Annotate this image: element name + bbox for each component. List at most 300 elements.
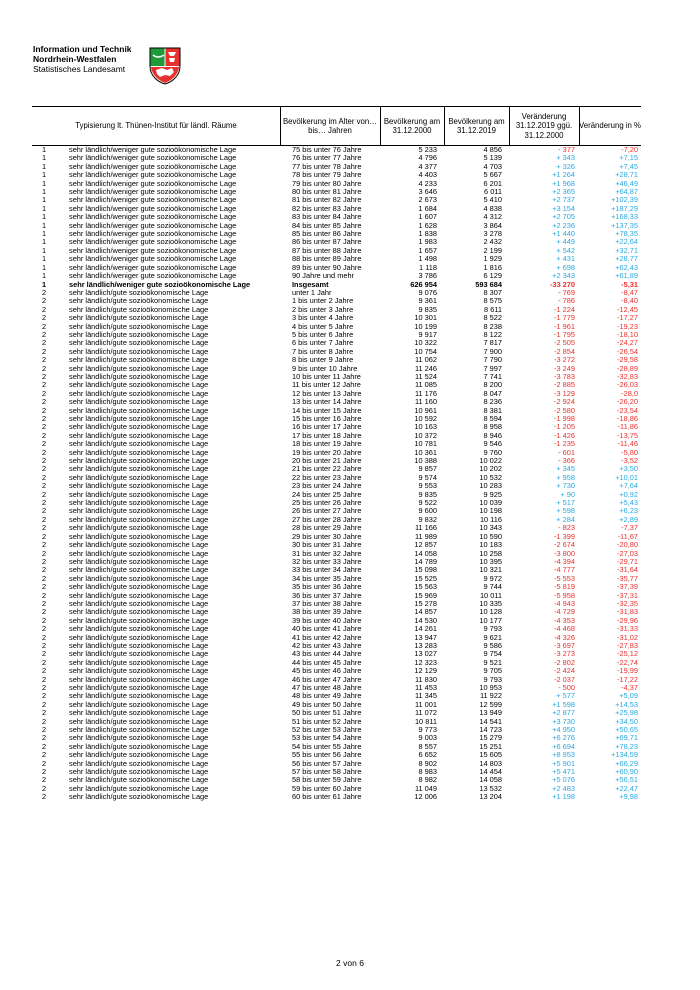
cell-label: sehr ländlich/gute sozioökonomische Lage [69, 430, 209, 440]
cell-change-abs: + 345 [556, 464, 575, 474]
cell-change-abs: +6 694 [552, 741, 575, 751]
cell-label: sehr ländlich/gute sozioökonomische Lage [69, 489, 209, 499]
cell-pop-2000: 8 982 [418, 775, 437, 785]
cell-typ: 2 [42, 531, 47, 541]
cell-label: sehr ländlich/gute sozioökonomische Lage [69, 346, 209, 356]
cell-typ: 2 [42, 649, 47, 659]
cell-label: sehr ländlich/gute sozioökonomische Lage [69, 380, 209, 390]
cell-label: sehr ländlich/gute sozioökonomische Lage [69, 414, 209, 423]
header-change-abs: Veränderung 31.12.2019 ggü. 31.12.2000 [515, 111, 573, 140]
cell-change-abs: - 377 [558, 145, 575, 154]
cell-change-pct: -8,47 [621, 287, 638, 297]
cell-pop-2000: 1 118 [419, 262, 437, 272]
cell-label: sehr ländlich/weniger gute sozioökonomische Lage [69, 237, 237, 247]
cell-change-pct: +25,98 [615, 708, 638, 718]
cell-typ: 2 [42, 666, 47, 676]
cell-typ: 2 [42, 439, 47, 449]
cell-change-abs: -1 224 [554, 304, 575, 314]
cell-typ: 2 [42, 767, 47, 777]
cell-change-abs: + 730 [556, 481, 575, 491]
cell-change-pct: +5,09 [619, 691, 638, 701]
cell-pop-2019: 9 744 [483, 582, 502, 592]
cell-pop-2000: 10 163 [414, 422, 437, 432]
cell-typ: 2 [42, 447, 47, 457]
cell-change-pct: -11,86 [617, 422, 638, 432]
cell-change-abs: -2 854 [554, 346, 575, 356]
cell-label: sehr ländlich/gute sozioökonomische Lage [69, 657, 209, 667]
cell-label: sehr ländlich/gute sozioökonomische Lage [69, 498, 209, 508]
cell-change-abs: -3 800 [554, 548, 575, 558]
cell-change-pct: +62,43 [615, 262, 638, 272]
cell-pop-2000: 5 233 [418, 145, 437, 154]
cell-pop-2000: 14 857 [414, 607, 437, 617]
cell-typ: 2 [42, 422, 47, 432]
cell-age: 78 bis unter 79 Jahre [292, 170, 362, 180]
cell-pop-2019: 10 011 [479, 590, 502, 600]
cell-change-abs: -3 273 [554, 649, 575, 659]
cell-typ: 2 [42, 725, 47, 735]
cell-age: 87 bis unter 88 Jahre [292, 245, 362, 255]
cell-pop-2019: 7 741 [483, 371, 502, 381]
cell-age: 5 bis unter 6 Jahre [292, 329, 354, 339]
cell-label: sehr ländlich/gute sozioökonomische Lage [69, 388, 209, 398]
cell-pop-2000: 9 917 [418, 329, 437, 339]
cell-pop-2000: 10 199 [414, 321, 437, 331]
cell-change-abs: -4 394 [554, 556, 575, 566]
cell-change-abs: +4 950 [552, 725, 575, 735]
cell-change-abs: -3 783 [554, 371, 575, 381]
cell-pop-2019: 5 139 [483, 153, 502, 163]
cell-typ: 2 [42, 691, 47, 701]
cell-pop-2000: 8 983 [418, 767, 437, 777]
cell-change-pct: -28,89 [617, 363, 638, 373]
cell-change-pct: +7,15 [619, 153, 638, 163]
cell-label: sehr ländlich/gute sozioökonomische Lage [69, 767, 209, 777]
cell-typ: 1 [42, 237, 47, 247]
cell-pop-2000: 12 129 [414, 666, 437, 676]
cell-pop-2019: 6 129 [483, 271, 502, 281]
cell-label: sehr ländlich/weniger gute sozioökonomische Lage [69, 203, 237, 213]
cell-age: 84 bis unter 85 Jahre [292, 220, 362, 230]
cell-change-abs: +1 968 [552, 178, 575, 188]
cell-pop-2019: 12 599 [479, 699, 502, 709]
cell-pop-2000: 4 377 [418, 161, 437, 171]
cell-pop-2019: 6 011 [484, 187, 502, 197]
cell-typ: 1 [42, 271, 47, 281]
cell-age: 9 bis unter 10 Jahre [292, 363, 358, 373]
cell-label: sehr ländlich/gute sozioökonomische Lage [69, 506, 209, 516]
cell-age: 25 bis unter 26 Jahre [292, 498, 362, 508]
cell-pop-2019: 15 251 [479, 741, 502, 751]
cell-pop-2019: 14 723 [479, 725, 502, 735]
cell-typ: 2 [42, 615, 47, 625]
cell-change-pct: -13,75 [617, 430, 638, 440]
cell-typ: 2 [42, 750, 47, 760]
cell-change-pct: -18,86 [617, 414, 638, 423]
cell-label: sehr ländlich/weniger gute sozioökonomische Lage [69, 212, 237, 222]
cell-change-abs: -2 924 [554, 397, 575, 407]
cell-change-pct: +22,64 [615, 237, 638, 247]
cell-label: sehr ländlich/gute sozioökonomische Lage [69, 783, 209, 793]
cell-typ: 2 [42, 456, 47, 466]
cell-pop-2000: 9 773 [418, 725, 437, 735]
cell-change-pct: -37,31 [617, 590, 638, 600]
cell-label: sehr ländlich/weniger gute sozioökonomische Lage [69, 229, 237, 239]
cell-age: unter 1 Jahr [292, 287, 332, 297]
cell-age: 51 bis unter 52 Jahre [292, 716, 362, 726]
cell-pop-2019: 10 335 [479, 598, 502, 608]
cell-typ: 2 [42, 498, 47, 508]
cell-age: 31 bis unter 32 Jahre [292, 548, 362, 558]
cell-change-pct: +0,92 [619, 489, 638, 499]
cell-change-pct: -32,83 [617, 371, 638, 381]
cell-pop-2000: 12 006 [414, 792, 437, 802]
cell-age: 54 bis unter 55 Jahre [292, 741, 362, 751]
cell-label: sehr ländlich/gute sozioökonomische Lage [69, 750, 209, 760]
cell-change-abs: -2 505 [554, 338, 575, 348]
cell-age: 43 bis unter 44 Jahre [292, 649, 362, 659]
cell-change-abs: -2 802 [554, 657, 575, 667]
cell-change-pct: -28,0 [621, 388, 638, 398]
cell-typ: 2 [42, 346, 47, 356]
cell-pop-2000: 11 989 [414, 531, 437, 541]
cell-change-pct: -23,54 [617, 405, 638, 415]
table-header [32, 106, 641, 146]
cell-change-abs: +1 440 [552, 229, 575, 239]
cell-change-pct: +187,29 [611, 203, 638, 213]
cell-pop-2000: 1 983 [418, 237, 437, 247]
cell-age: 37 bis unter 38 Jahre [292, 598, 362, 608]
cell-pop-2000: 1 684 [418, 203, 437, 213]
cell-pop-2000: 10 388 [414, 456, 437, 466]
cell-change-abs: -4 729 [554, 607, 575, 617]
cell-change-abs: -1 795 [554, 329, 575, 339]
cell-change-abs: +8 953 [552, 750, 575, 760]
cell-change-abs: -33 270 [549, 279, 575, 289]
cell-change-pct: -37,39 [617, 582, 638, 592]
cell-change-pct: +46,49 [615, 178, 638, 188]
cell-pop-2000: 15 278 [414, 598, 437, 608]
cell-label: sehr ländlich/gute sozioökonomische Lage [69, 624, 209, 634]
cell-change-pct: -31,02 [617, 632, 638, 642]
cell-pop-2000: 11 246 [414, 363, 437, 373]
cell-age: 46 bis unter 47 Jahre [292, 674, 362, 684]
cell-age: 10 bis unter 11 Jahre [292, 371, 361, 381]
cell-change-abs: - 366 [558, 456, 575, 466]
cell-pop-2000: 11 830 [414, 674, 437, 684]
cell-age: 44 bis unter 45 Jahre [292, 657, 362, 667]
cell-age: 52 bis unter 53 Jahre [292, 725, 362, 735]
cell-pop-2019: 9 546 [483, 439, 502, 449]
cell-change-pct: +7,45 [619, 161, 638, 171]
cell-age: 21 bis unter 22 Jahre [292, 464, 362, 474]
cell-typ: 2 [42, 733, 47, 743]
cell-age: 49 bis unter 50 Jahre [292, 699, 362, 709]
cell-change-pct: -11,46 [617, 439, 638, 449]
cell-change-abs: -2 580 [554, 405, 575, 415]
cell-pop-2000: 9 600 [418, 506, 437, 516]
cell-change-abs: - 769 [558, 287, 575, 297]
cell-change-pct: +78,35 [615, 229, 638, 239]
cell-pop-2000: 11 524 [414, 371, 437, 381]
cell-label: sehr ländlich/gute sozioökonomische Lage [69, 582, 209, 592]
cell-pop-2019: 14 058 [479, 775, 502, 785]
cell-change-pct: +102,39 [611, 195, 638, 205]
header-typisierung: Typisierung lt. Thünen-Institut für ländl. Räume [75, 121, 237, 131]
cell-pop-2000: 11 166 [414, 523, 437, 533]
cell-label: sehr ländlich/gute sozioökonomische Lage [69, 758, 209, 768]
cell-typ: 2 [42, 674, 47, 684]
cell-pop-2019: 9 925 [483, 489, 502, 499]
cell-pop-2019: 8 575 [483, 296, 502, 306]
cell-label: sehr ländlich/gute sozioökonomische Lage [69, 313, 209, 323]
cell-change-abs: + 343 [556, 153, 575, 163]
cell-pop-2000: 8 557 [418, 741, 437, 751]
cell-label: sehr ländlich/weniger gute sozioökonomische Lage [69, 161, 237, 171]
cell-change-pct: +66,29 [615, 758, 638, 768]
header-change-pct: Veränderung in % [579, 121, 641, 131]
cell-age: 17 bis unter 18 Jahre [292, 430, 362, 440]
cell-change-abs: +5 471 [552, 767, 575, 777]
cell-pop-2000: 10 961 [414, 405, 437, 415]
cell-change-abs: +2 236 [552, 220, 575, 230]
cell-change-pct: -7,37 [621, 523, 638, 533]
cell-age: 53 bis unter 54 Jahre [292, 733, 362, 743]
cell-pop-2019: 15 605 [479, 750, 502, 760]
header-pop-2000: Bevölkerung am 31.12.2000 [383, 116, 441, 135]
cell-change-pct: -19,99 [617, 666, 638, 676]
cell-pop-2019: 8 238 [483, 321, 502, 331]
cell-change-abs: -1 998 [554, 414, 575, 423]
cell-pop-2019: 14 541 [479, 716, 502, 726]
cell-typ: 2 [42, 582, 47, 592]
cell-pop-2019: 3 278 [483, 229, 502, 239]
cell-typ: 2 [42, 598, 47, 608]
cell-pop-2019: 15 279 [479, 733, 502, 743]
cell-change-abs: -2 424 [554, 666, 575, 676]
cell-change-abs: -4 943 [554, 598, 575, 608]
cell-pop-2019: 10 039 [479, 498, 502, 508]
cell-age: 85 bis unter 86 Jahre [292, 229, 362, 239]
cell-change-pct: -26,03 [617, 380, 638, 390]
cell-pop-2019: 10 198 [479, 506, 502, 516]
cell-pop-2000: 1 607 [418, 212, 437, 222]
cell-age: 14 bis unter 15 Jahre [292, 405, 362, 415]
cell-typ: 2 [42, 708, 47, 718]
cell-pop-2019: 5 410 [483, 195, 502, 205]
cell-typ: 1 [42, 212, 47, 222]
cell-pop-2000: 1 838 [418, 229, 437, 239]
cell-change-abs: +2 737 [552, 195, 575, 205]
cell-label: sehr ländlich/gute sozioökonomische Lage [69, 514, 209, 524]
cell-pop-2019: 10 258 [479, 548, 502, 558]
cell-pop-2000: 11 049 [414, 783, 437, 793]
cell-age: 60 bis unter 61 Jahre [292, 792, 362, 802]
cell-typ: 2 [42, 556, 47, 566]
cell-change-pct: +14,53 [615, 699, 638, 709]
cell-age: 20 bis unter 21 Jahre [292, 456, 362, 466]
cell-label: sehr ländlich/gute sozioökonomische Lage [69, 338, 209, 348]
cell-change-pct: +28,77 [615, 254, 638, 264]
cell-typ: 2 [42, 313, 47, 323]
cell-change-pct: -29,96 [617, 615, 638, 625]
cell-typ: 2 [42, 414, 47, 423]
cell-typ: 2 [42, 775, 47, 785]
cell-typ: 2 [42, 607, 47, 617]
cell-typ: 1 [42, 161, 47, 171]
cell-label: sehr ländlich/gute sozioökonomische Lage [69, 556, 209, 566]
cell-typ: 2 [42, 783, 47, 793]
cell-label: sehr ländlich/gute sozioökonomische Lage [69, 371, 209, 381]
cell-label: sehr ländlich/gute sozioökonomische Lage [69, 405, 209, 415]
cell-change-pct: -18,10 [617, 329, 638, 339]
cell-age: 32 bis unter 33 Jahre [292, 556, 362, 566]
cell-change-pct: -27,03 [617, 548, 638, 558]
cell-label: sehr ländlich/gute sozioökonomische Lage [69, 674, 209, 684]
cell-label: sehr ländlich/weniger gute sozioökonomische Lage [69, 254, 237, 264]
cell-age: 76 bis unter 77 Jahre [292, 153, 362, 163]
cell-change-pct: -35,77 [617, 573, 638, 583]
cell-label: sehr ländlich/gute sozioökonomische Lage [69, 296, 209, 306]
cell-label: sehr ländlich/gute sozioökonomische Lage [69, 733, 209, 743]
cell-change-abs: -5 819 [554, 582, 575, 592]
cell-label: sehr ländlich/gute sozioökonomische Lage [69, 640, 209, 650]
cell-change-pct: -17,27 [617, 313, 638, 323]
cell-age: 28 bis unter 29 Jahre [292, 523, 362, 533]
cell-change-pct: -12,45 [617, 304, 638, 314]
cell-age: 6 bis unter 7 Jahre [292, 338, 354, 348]
cell-pop-2019: 3 864 [483, 220, 502, 230]
cell-change-pct: -22,74 [617, 657, 638, 667]
cell-change-pct: +64,87 [615, 187, 638, 197]
cell-pop-2000: 6 652 [418, 750, 437, 760]
cell-change-pct: +60,90 [615, 767, 638, 777]
cell-age: 75 bis unter 76 Jahre [292, 145, 362, 154]
cell-pop-2000: 9 574 [418, 472, 437, 482]
cell-typ: 2 [42, 380, 47, 390]
cell-pop-2019: 4 856 [483, 145, 502, 154]
cell-pop-2000: 15 969 [414, 590, 437, 600]
cell-pop-2000: 10 811 [414, 716, 437, 726]
cell-change-abs: +2 877 [552, 708, 575, 718]
cell-label: sehr ländlich/weniger gute sozioökonomische Lage [69, 187, 237, 197]
cell-pop-2000: 10 361 [414, 447, 437, 457]
cell-pop-2000: 12 857 [414, 540, 437, 550]
cell-change-abs: - 500 [558, 683, 575, 692]
cell-pop-2019: 9 793 [483, 674, 502, 684]
cell-pop-2000: 1 498 [418, 254, 437, 264]
cell-typ: 2 [42, 287, 47, 297]
cell-pop-2000: 4 796 [418, 153, 437, 163]
cell-pop-2019: 9 754 [483, 649, 502, 659]
cell-age: 39 bis unter 40 Jahre [292, 615, 362, 625]
cell-typ: 2 [42, 523, 47, 533]
cell-typ: 2 [42, 397, 47, 407]
cell-age: 90 Jahre und mehr [292, 271, 355, 281]
cell-label: sehr ländlich/weniger gute sozioökonomische Lage [69, 279, 251, 289]
cell-change-pct: +9,98 [619, 792, 638, 802]
cell-typ: 2 [42, 792, 47, 802]
cell-change-abs: -1 779 [554, 313, 575, 323]
cell-change-abs: + 90 [560, 489, 575, 499]
cell-change-abs: +2 483 [552, 783, 575, 793]
cell-change-abs: +1 198 [552, 792, 575, 802]
org-subtitle: Statistisches Landesamt [33, 64, 126, 74]
cell-typ: 2 [42, 304, 47, 314]
cell-change-abs: +6 276 [552, 733, 575, 743]
cell-age: 18 bis unter 19 Jahre [292, 439, 362, 449]
cell-typ: 2 [42, 624, 47, 634]
cell-pop-2000: 10 322 [414, 338, 437, 348]
cell-label: sehr ländlich/gute sozioökonomische Lage [69, 607, 209, 617]
cell-change-pct: +56,51 [615, 775, 638, 785]
cell-change-pct: -26,54 [617, 346, 638, 356]
cell-age: 16 bis unter 17 Jahre [292, 422, 362, 432]
cell-pop-2019: 14 454 [479, 767, 502, 777]
cell-change-abs: - 601 [558, 447, 575, 457]
cell-age: 12 bis unter 13 Jahre [292, 388, 362, 398]
cell-change-abs: + 517 [556, 498, 575, 508]
cell-change-abs: + 598 [556, 506, 575, 516]
cell-pop-2000: 13 283 [414, 640, 437, 650]
cell-change-pct: +78,23 [615, 741, 638, 751]
cell-pop-2000: 9 553 [418, 481, 437, 491]
cell-typ: 1 [42, 220, 47, 230]
cell-typ: 1 [42, 195, 47, 205]
cell-change-abs: -2 674 [554, 540, 575, 550]
cell-age: 88 bis unter 89 Jahre [292, 254, 362, 264]
cell-age: 57 bis unter 58 Jahre [292, 767, 362, 777]
cell-change-abs: -1 426 [554, 430, 575, 440]
cell-change-pct: -27,83 [617, 640, 638, 650]
header-pop-2019: Bevölkerung am 31.12.2019 [448, 116, 505, 135]
cell-change-pct: -5,31 [621, 279, 638, 289]
cell-change-abs: +2 705 [552, 212, 575, 222]
cell-change-abs: -4 326 [554, 632, 575, 642]
cell-change-pct: +134,59 [611, 750, 638, 760]
cell-pop-2019: 9 972 [483, 573, 502, 583]
cell-age: 8 bis unter 9 Jahre [292, 355, 354, 365]
cell-change-abs: + 284 [556, 514, 575, 524]
cell-pop-2000: 8 902 [418, 758, 437, 768]
cell-typ: 2 [42, 632, 47, 642]
cell-change-pct: -29,58 [617, 355, 638, 365]
cell-pop-2000: 9 361 [418, 296, 437, 306]
cell-typ: 2 [42, 741, 47, 751]
cell-typ: 2 [42, 506, 47, 516]
cell-label: sehr ländlich/gute sozioökonomische Lage [69, 363, 209, 373]
cell-change-abs: + 326 [556, 161, 575, 171]
cell-change-pct: -32,35 [617, 598, 638, 608]
table-body [32, 146, 641, 802]
cell-pop-2019: 10 590 [479, 531, 502, 541]
cell-pop-2019: 10 116 [479, 514, 502, 524]
cell-typ: 2 [42, 699, 47, 709]
cell-pop-2000: 9 003 [418, 733, 437, 743]
cell-label: sehr ländlich/gute sozioökonomische Lage [69, 548, 209, 558]
cell-pop-2000: 14 261 [414, 624, 437, 634]
cell-pop-2019: 10 177 [479, 615, 502, 625]
cell-typ: 1 [42, 178, 47, 188]
cell-change-abs: +3 730 [552, 716, 575, 726]
org-name: Information und Technik [33, 44, 132, 54]
cell-pop-2000: 10 781 [414, 439, 437, 449]
cell-pop-2019: 9 705 [483, 666, 502, 676]
cell-age: 24 bis unter 25 Jahre [292, 489, 362, 499]
cell-age: 29 bis unter 30 Jahre [292, 531, 362, 541]
cell-label: sehr ländlich/gute sozioökonomische Lage [69, 540, 209, 550]
cell-label: sehr ländlich/gute sozioökonomische Lage [69, 287, 209, 297]
